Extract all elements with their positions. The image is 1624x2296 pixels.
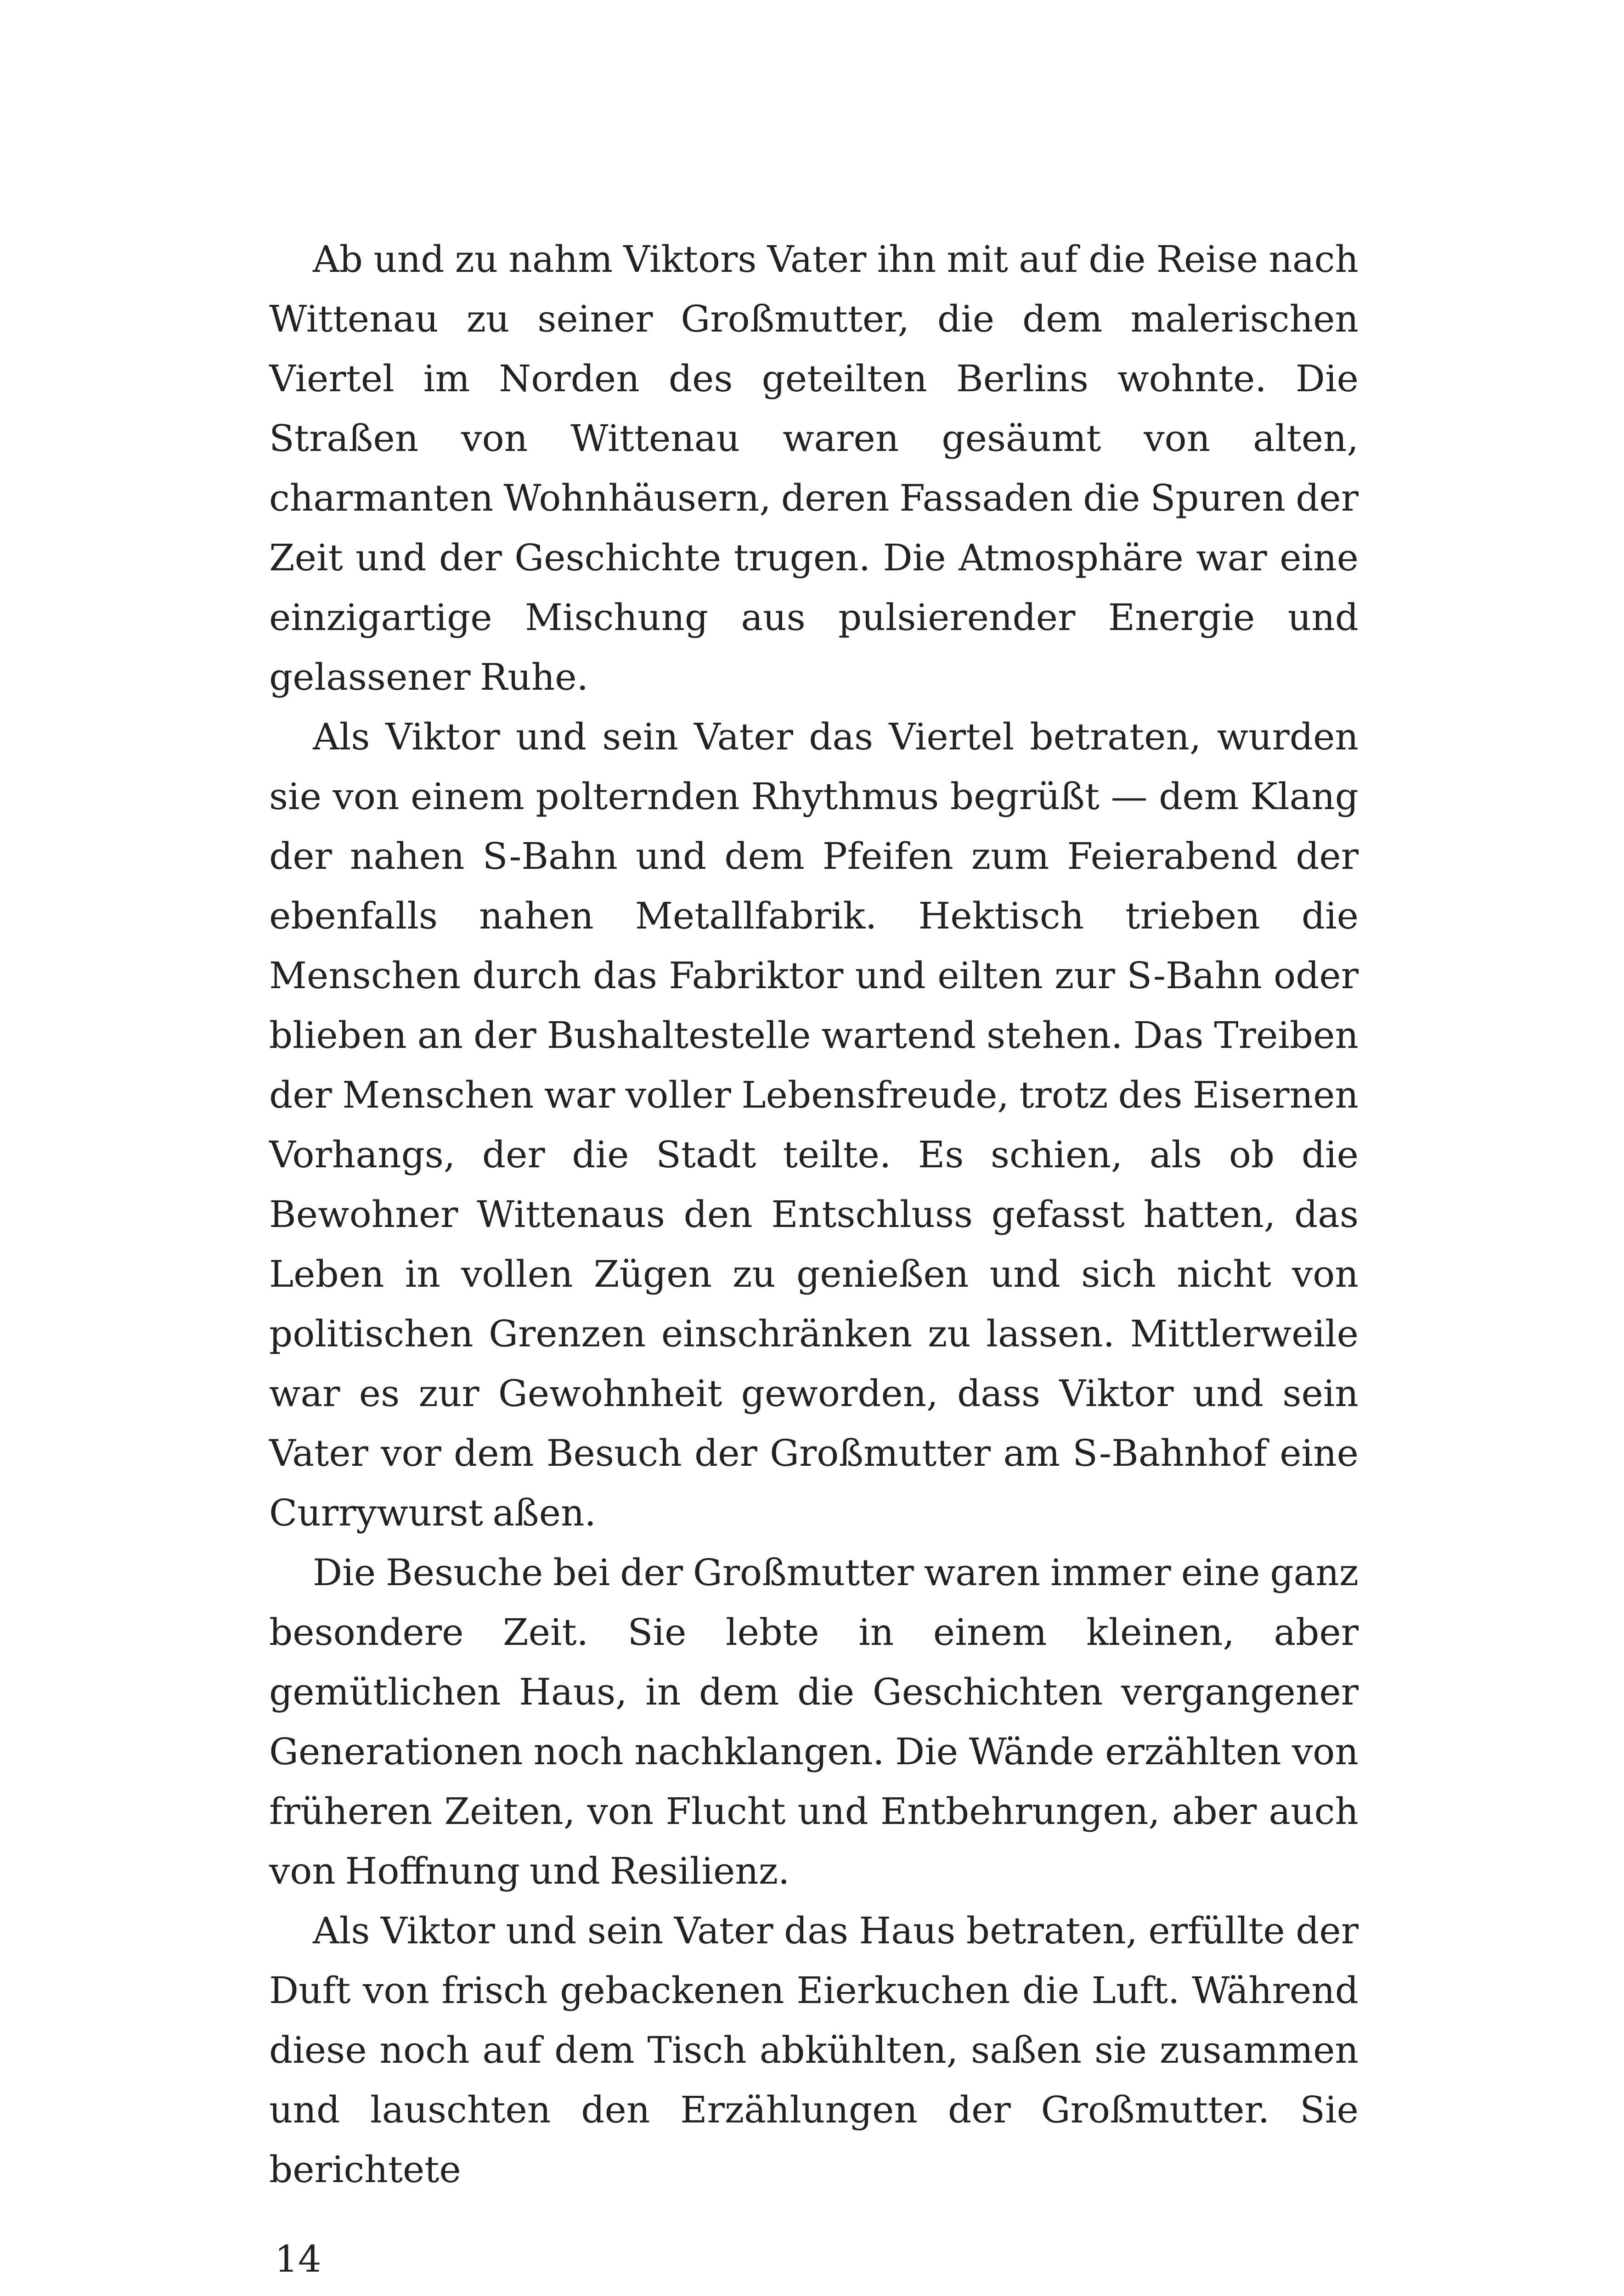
paragraph-2: Als Viktor und sein Vater das Viertel betraten, wurden sie von einem polternden Rhythmus begrüßt — dem Klang der nahen S-Bahn und dem Pfeifen zum Feierabend der ebenfalls nahen Metallfabrik. Hektisch trieben die Menschen durch das Fabriktor und eilten zur S-Bahn oder blieben an der Bushaltestelle wartend stehen. Das Treiben der Menschen war voller Lebensfreude, trotz des Eisernen Vorhangs, der die Stadt teilte. Es schien, als ob die Bewohner Wittenaus den Entschluss gefasst hatten, das Leben in vollen Zügen zu genießen und sich nicht von politischen Grenzen einschränken zu lassen. Mittlerweile war es zur Gewohnheit geworden, dass Viktor und sein Vater vor dem Besuch der Großmutter am S-Bahnhof eine Currywurst aßen. xyxy=(269,715,1359,1534)
body-text xyxy=(269,230,1359,2200)
paragraph-3: Die Besuche bei der Großmutter waren immer eine ganz besondere Zeit. Sie lebte in einem kleinen, aber gemütlichen Haus, in dem die Geschichten vergangener Generationen noch nachklangen. Die Wände erzählten von früheren Zeiten, von Flucht und Entbehrungen, aber auch von Hoffnung und Resilienz. xyxy=(269,1551,1359,1892)
paragraph-4: Als Viktor und sein Vater das Haus betraten, erfüllte der Duft von frisch gebackenen Eierkuchen die Luft. Während diese noch auf dem Tisch abkühlten, saßen sie zusammen und lauschten den Erzählungen der Großmutter. Sie berichtete xyxy=(269,1909,1359,2191)
page-number: 14 xyxy=(275,2238,321,2280)
paragraph-1: Ab und zu nahm Viktors Vater ihn mit auf die Reise nach Wittenau zu seiner Großmutter, die dem malerischen Viertel im Norden des geteilten Berlins wohnte. Die Straßen von Wittenau waren gesäumt von alten, charmanten Wohnhäusern, deren Fassaden die Spuren der Zeit und der Geschichte trugen. Die Atmosphäre war eine einzigartige Mischung aus pulsierender Energie und gelassener Ruhe. xyxy=(269,238,1359,698)
